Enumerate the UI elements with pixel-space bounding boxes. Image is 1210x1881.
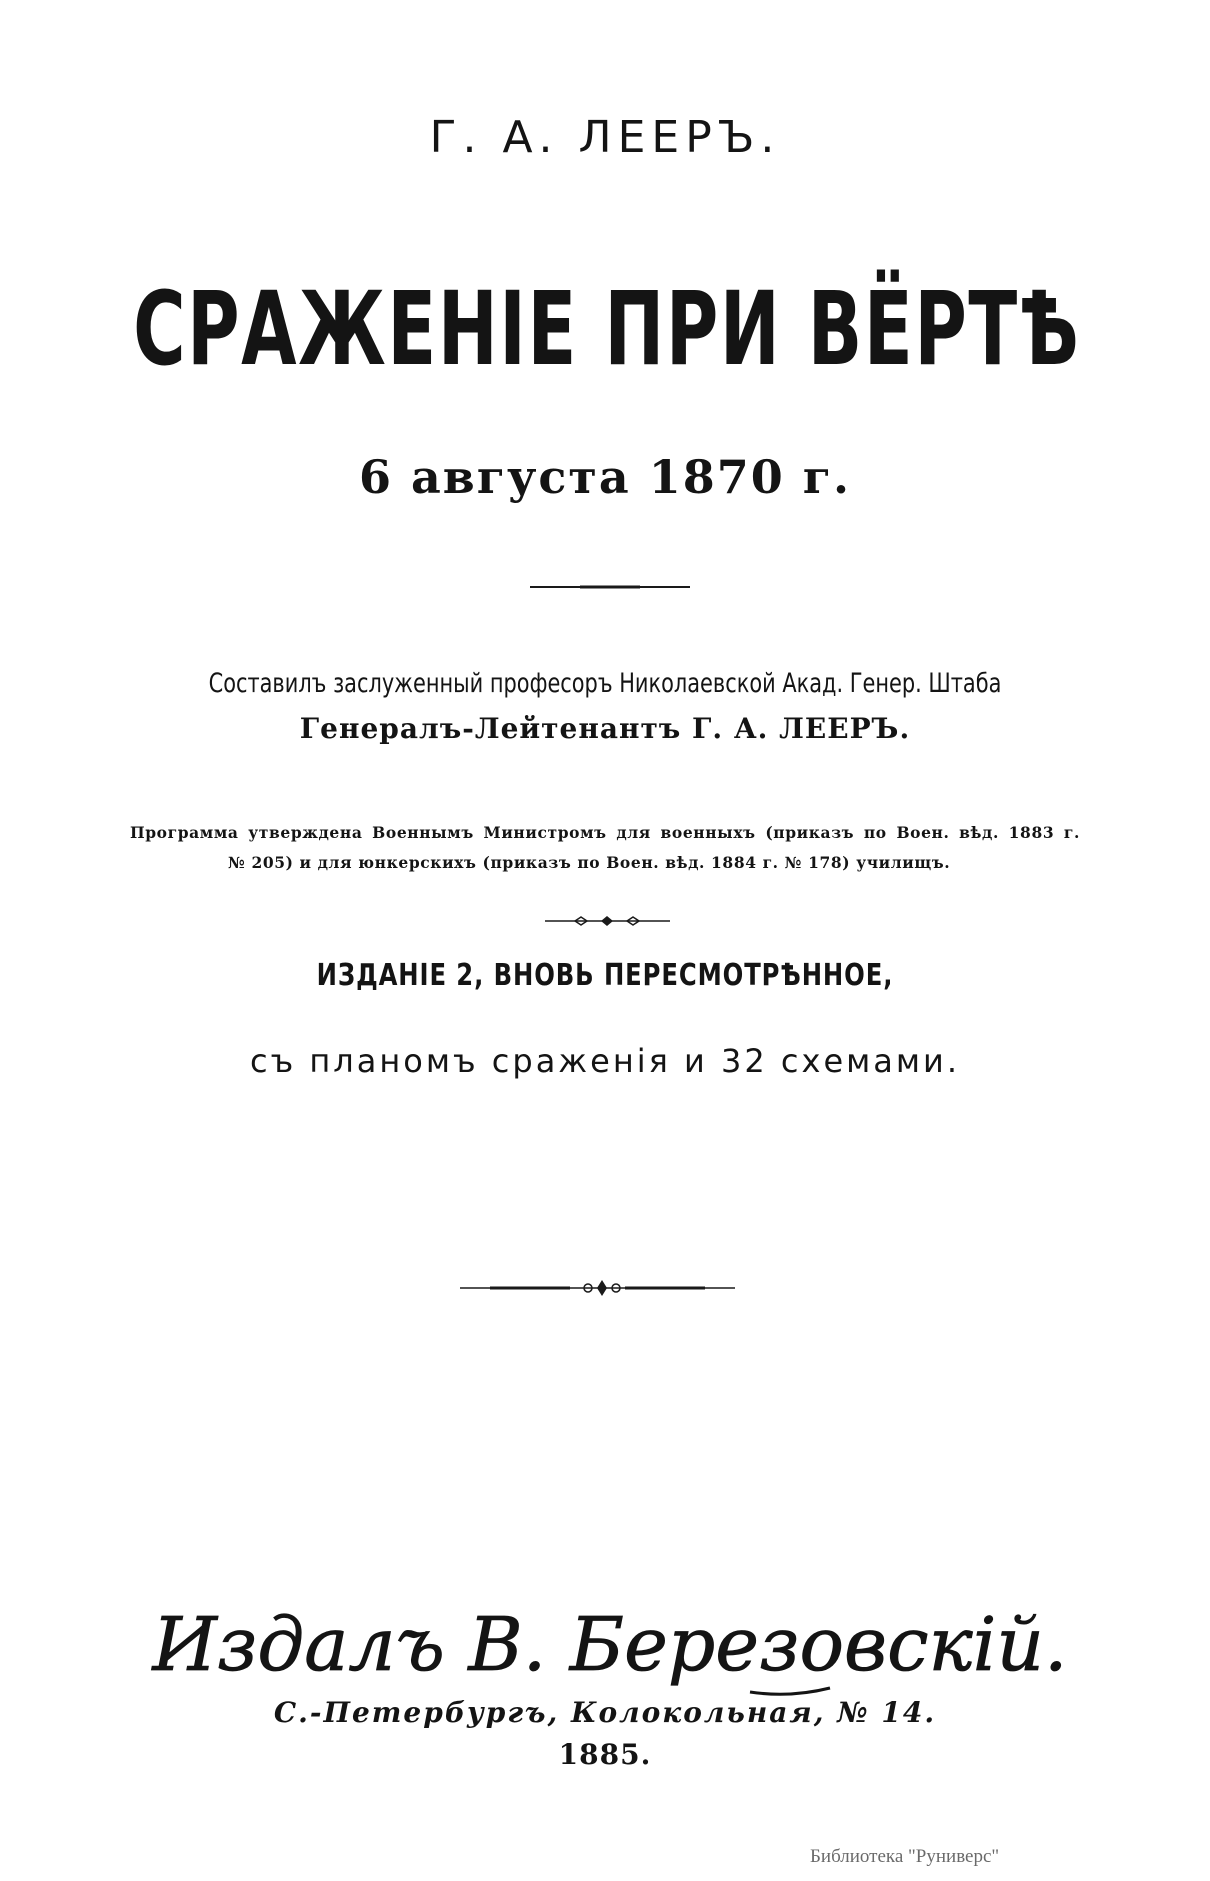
program-note (130, 818, 1080, 878)
divider-rule-1 (530, 584, 690, 590)
plan-note-line: съ планомъ сраженія и 32 схемами. (250, 1042, 960, 1080)
edition-line: ИЗДАНІЕ 2, ВНОВЬ ПЕРЕСМОТРѢННОЕ, (316, 958, 894, 993)
program-note-line-1: Программа утверждена Военнымъ Министромъ для военныхъ (приказъ по Воен. вѣд. 1883 г. (130, 823, 1080, 842)
svg-text:Издалъ В. Березовскій.: Издалъ В. Березовскій. (152, 1602, 1068, 1688)
ornament-rule-3 (460, 1278, 735, 1298)
author-rank-line: Генералъ-Лейтенантъ Г. А. ЛЕЕРЪ. (299, 712, 911, 745)
publisher-address: С.-Петербургъ, Колокольная, № 14. (273, 1696, 937, 1729)
publication-year: 1885. (558, 1738, 652, 1771)
composed-by-line: Составилъ заслуженный професоръ Николаевской Акад. Генер. Штаба (208, 668, 1002, 699)
ornament-rule-2 (545, 914, 670, 928)
program-note-line-2: № 205) и для юнкерскихъ (приказъ по Воен. вѣд. 1884 г. № 178) училищъ. (228, 853, 951, 872)
publisher-signature-icon (152, 1580, 1068, 1700)
book-title: СРАЖЕНІЕ ПРИ ВЁРТѢ (133, 270, 1081, 389)
author-line: Г. А. ЛЕЕРЪ. (429, 112, 781, 163)
library-watermark: Библиотека "Руниверс" (810, 1846, 1000, 1867)
battle-date: 6 августа 1870 г. (358, 450, 851, 504)
